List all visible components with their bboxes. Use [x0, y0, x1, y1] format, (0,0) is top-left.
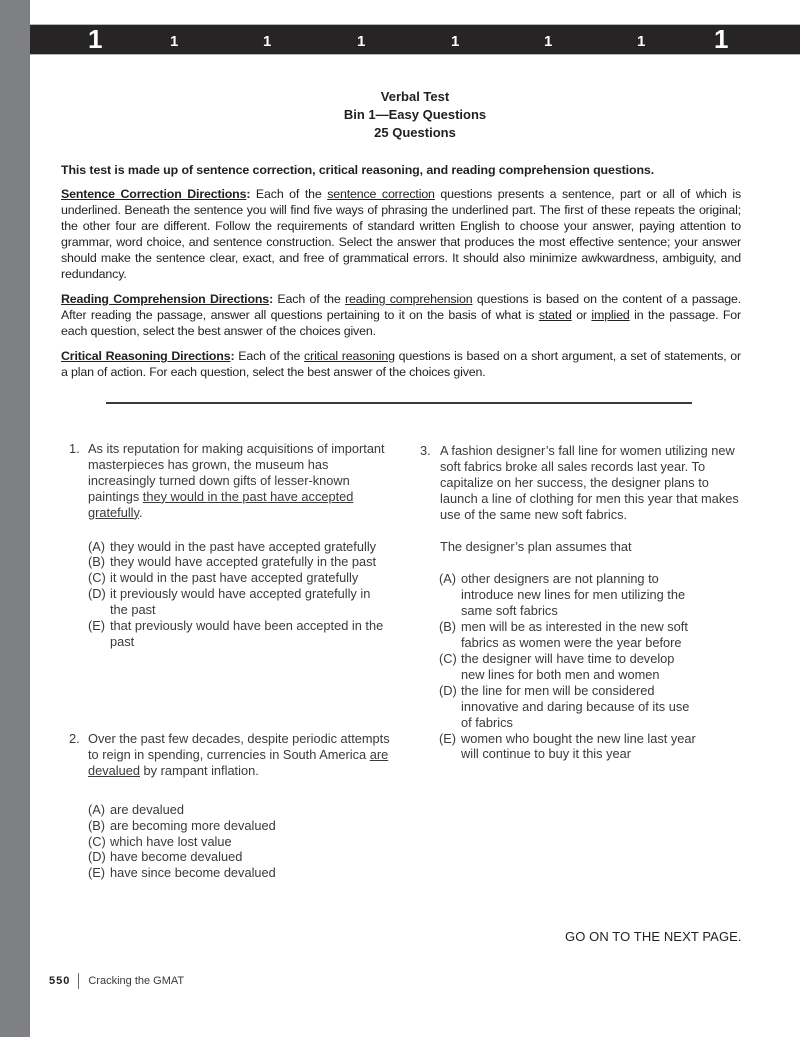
choice-letter: (E) [88, 865, 106, 881]
choice-text: men will be as interested in the new soft fabrics as women were the year before [461, 619, 688, 651]
page-footer [49, 973, 184, 989]
directions-text: questions is based on the content of a passage. After reading the passage, answer all questions pertaining to it on the basis of what is [61, 292, 741, 322]
title-line: Verbal Test [380, 89, 450, 104]
choice-letter: (C) [88, 570, 106, 586]
choice-letter: (A) [88, 801, 106, 817]
choice-letter: (C) [88, 833, 106, 849]
directions-term: stated [538, 307, 572, 322]
section-marker: 1 [357, 33, 366, 50]
directions-heading: Reading Comprehension Directions [61, 292, 270, 306]
choice-letter: (E) [88, 618, 106, 634]
colon: : [269, 292, 274, 306]
answer-choice-c[interactable] [88, 570, 389, 586]
stem-text: As its reputation for making acquisitions of important masterpieces has grown, the museum has increasingly turned down gifts of lesser-known paintings [88, 441, 385, 504]
directions-heading: Sentence Correction Directions [61, 187, 247, 201]
choice-letter: (E) [439, 730, 457, 746]
question-2 [69, 731, 399, 881]
answer-choice-b[interactable] [439, 619, 699, 651]
section-marker: 1 [544, 33, 553, 50]
choice-text: have become devalued [110, 849, 243, 865]
section-divider [106, 402, 692, 404]
question-number: 1. [69, 441, 80, 456]
answer-choices [88, 539, 389, 650]
choice-letter: (D) [88, 849, 106, 865]
directions-text: questions presents a sentence, part or all of which is underlined. Beneath the sentence you will find five ways of phrasing the underlined part. The first of these repeats the original; the other four are different. Follow the requirements of standard written English to choose your answer, paying attention to grammar, word choice, and sentence construction. Select the answer that produces the most effective sentence; your answer should make the sentence clear, exact, and free of grammatical errors. It should also minimize awkwardness, ambiguity, and redundancy. [61, 187, 742, 281]
underlined-portion: they would in the past have accepted [142, 488, 354, 504]
choice-text: women who bought the new line last year will continue to buy it this year [461, 730, 696, 762]
choice-text: other designers are not planning to introduce new lines for men utilizing the same soft fabrics [461, 571, 686, 619]
section-marker: 1 [714, 24, 729, 54]
title-line: 25 Questions [374, 125, 456, 140]
directions-term: reading comprehension [345, 292, 473, 306]
colon: : [230, 349, 235, 363]
test-title [0, 88, 800, 142]
answer-choice-d[interactable] [88, 849, 399, 865]
directions-term: critical reasoning [304, 349, 395, 363]
choice-text: they would in the past have accepted gratefully [110, 538, 377, 554]
answer-choice-e[interactable] [88, 865, 399, 881]
answer-choice-b[interactable] [88, 554, 389, 570]
directions-text: or [571, 307, 592, 322]
directions-text: in the passage. For each question, select the best answer of the choices given. [61, 307, 741, 338]
choice-text: that previously would have been accepted in the past [110, 618, 384, 649]
question-1 [69, 441, 389, 650]
go-on-notice: GO ON TO THE NEXT PAGE. [565, 929, 742, 944]
answer-choice-a[interactable] [88, 539, 389, 555]
question-3 [420, 443, 740, 762]
answer-choice-b[interactable] [88, 818, 399, 834]
page-edge-band [0, 0, 30, 1037]
question-stem [88, 441, 389, 521]
choice-letter: (A) [88, 538, 106, 554]
section-marker: 1 [263, 33, 272, 50]
choice-letter: (B) [439, 619, 457, 635]
footer-divider [78, 973, 79, 989]
section-marker: 1 [637, 33, 646, 50]
answer-choice-c[interactable] [439, 651, 699, 683]
section-marker: 1 [451, 33, 460, 50]
underlined-portion: are devalued [88, 746, 389, 778]
choice-text: have since become devalued [110, 865, 276, 881]
choice-letter: (C) [439, 650, 457, 666]
question-prompt: The designer’s plan assumes that [440, 538, 632, 554]
answer-choice-d[interactable] [439, 683, 699, 731]
answer-choice-a[interactable] [88, 802, 399, 818]
choice-text: the line for men will be considered innovative and daring because of its use of fabrics [461, 682, 690, 730]
critical-reasoning-directions [61, 349, 741, 381]
sentence-correction-directions [61, 187, 741, 282]
directions-term: sentence correction [327, 187, 435, 201]
intro-text: This test is made up of sentence correction, critical reasoning, and reading comprehension questions. [61, 163, 655, 177]
choice-letter: (A) [439, 571, 457, 587]
directions-text: Each of the [273, 292, 346, 306]
answer-choice-a[interactable] [439, 571, 699, 619]
stem-text: Over the past few decades, despite periodic attempts to reign in spending, currencies in South America [88, 731, 390, 762]
section-banner [30, 24, 800, 55]
question-number: 3. [420, 443, 431, 458]
answer-choices [88, 802, 399, 882]
directions-text: questions is based on a short argument, a set of statements, or a plan of action. For each question, select the best answer of the choices given. [61, 349, 741, 379]
choice-text: it would in the past have accepted gratefully [110, 570, 359, 586]
choice-text: they would have accepted gratefully in the past [110, 554, 377, 570]
book-title: Cracking the GMAT [88, 975, 185, 987]
stem-text: . [138, 504, 143, 520]
answer-choice-c[interactable] [88, 834, 399, 850]
directions-text: Each of the [234, 349, 305, 363]
stem-text: by rampant inflation. [139, 762, 259, 778]
section-marker: 1 [88, 24, 103, 54]
directions-heading: Critical Reasoning Directions [61, 349, 231, 363]
underlined-portion: gratefully [88, 504, 139, 520]
choice-text: are devalued [110, 801, 184, 817]
choice-text: it previously would have accepted gratefully in the past [110, 586, 371, 618]
choice-letter: (D) [439, 682, 457, 698]
reading-comprehension-directions [61, 292, 741, 340]
choice-text: which have lost value [110, 833, 232, 849]
colon: : [246, 187, 251, 201]
title-line: Bin 1—Easy Questions [343, 107, 487, 122]
directions-text: Each of the [250, 187, 328, 201]
question-stem [88, 731, 399, 779]
answer-choices [439, 571, 699, 762]
section-marker: 1 [170, 33, 179, 50]
choice-letter: (D) [88, 586, 106, 602]
question-stem: A fashion designer’s fall line for women utilizing new soft fabrics broke all sales records last year. To capitalize on her success, the designer plans to launch a line of clothing for men this year that makes use of the same new soft fabrics. [440, 443, 739, 522]
choice-text: are becoming more devalued [110, 817, 276, 833]
answer-choice-e[interactable] [88, 618, 389, 650]
choice-letter: (B) [88, 554, 106, 570]
answer-choice-d[interactable] [88, 586, 389, 618]
choice-letter: (B) [88, 817, 106, 833]
choice-text: the designer will have time to develop new lines for both men and women [461, 650, 675, 682]
directions-term: implied [591, 307, 630, 322]
page-number: 550 [49, 975, 71, 987]
answer-choice-e[interactable] [439, 731, 699, 763]
question-number: 2. [69, 731, 80, 746]
